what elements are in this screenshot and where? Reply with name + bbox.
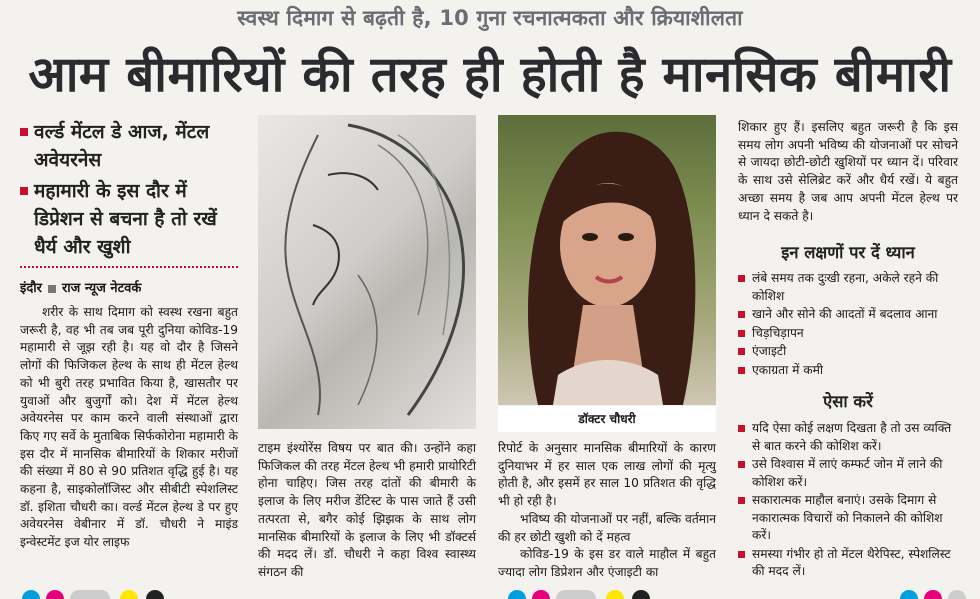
list-item [738,420,958,455]
square-bullet-icon [738,275,745,282]
list-item-text: एकाग्रता में कमी [752,362,824,377]
list-item-text: खाने और सोने की आदतों में बदलाव आना [752,307,938,321]
doctor-photo [498,115,716,405]
gray-mark-icon [556,590,596,599]
symptoms-heading: इन लक्षणों पर दें ध्यान [781,243,915,262]
black-mark-icon [146,590,164,599]
portrait-drawing [498,115,716,405]
square-bullet-icon [738,367,745,374]
list-item-text: यदि ऐसा कोई लक्षण दिखता है तो उस व्यक्ति से बात करने की कोशिश करें। [752,421,952,453]
cyan-mark-icon [508,590,526,599]
square-bullet-icon [738,551,745,558]
square-bullet-icon [738,348,745,355]
article-paragraph: कोविड-19 के इस डर वाले माहौल में बहुत ज्यादा लोग डिप्रेशन और एंजाइटी का [498,547,716,579]
highlight-text: महामारी के इस दौर में डिप्रेशन से बचना है तो रखें धैर्य और खुशी [34,180,217,258]
highlight-text: वर्ल्ड मेंटल डे आज, मेंटल अवेयरनेस [34,121,210,171]
article-paragraph: शरीर के साथ दिमाग को स्वस्थ रखना बहुत जरूरी है, वह भी तब जब पूरी दुनिया कोविड-19 महामारी से जूझ रही है। यह वो दौर है जिसने लोगों की फिजिकल हेल्थ के साथ ही मेंटल हेल्थ को भी बुरी तरह प्रभावित किया है, खासतौर पर युवाओं और बुजुर्गों को। देश में मेंटल हेल्थ अवेयरनेस पर काम करने वाली संस्थाओं द्वारा किए गए सर्वे के मुताबिक सिर्फकोरोना महामारी के इस दौर में मानसिक बीमारियों के शिकार मरीजों की संख्या में 80 से 90 प्रतिशत वृद्धि हुई है। यह कहना है, साइकोलॉजिस्ट और सीबीटी स्पेशलिस्ट डॉ. इशिता चौधरी का। वर्ल्ड मेंटल हेल्थ डे पर हुए अवेयरनेस वेबीनार में डॉ. चौधरी ने माइंड इन्वेस्टमेंट इज योर लाइफ [20,305,238,550]
sketch-drawing [258,115,476,429]
dateline-city: इंदौर [20,281,42,296]
article-paragraph: टाइम इंश्योरेंस विषय पर बात की। उन्होंने कहा फिजिकल की तरह मेंटल हेल्थ भी हमारी प्रायोरिटी होना चाहिए। जिस तरह दांतों की बीमारी के इलाज के लिए मरीज डेंटिस्ट के पास जाते हैं उसी तत्परता से, बगैर कोई झिझक के साथ लोग मानसिक बीमारियों के इलाज के लिए भी डॉक्टर्स की मदद लें। डॉ. चौधरी ने कहा विश्व स्वास्थ्य संगठन की [258,441,476,579]
todo-list [738,420,958,582]
article-column-2 [258,440,476,582]
magenta-mark-icon [924,590,942,599]
list-item [738,362,958,380]
highlight-item [20,177,240,261]
magenta-mark-icon [46,590,64,599]
list-item-text: सकारात्मक माहौल बनाएं। उसके दिमाग से नकारात्मक विचारों को निकालने की कोशिश करें। [752,493,943,542]
photo-caption: डॉक्टर चौधरी [498,406,716,432]
yellow-mark-icon [606,590,624,599]
list-item-text: समस्या गंभीर हो तो मेंटल थैरेपिस्ट, स्पेशलिस्ट की मदद लें। [752,546,951,578]
list-item [738,546,958,581]
list-item [738,306,958,324]
highlights-box [20,118,240,264]
article-column-1 [20,304,238,552]
article-column-3 [498,440,716,582]
magenta-mark-icon [532,590,550,599]
cyan-mark-icon [22,590,40,599]
black-mark-icon [632,590,650,599]
list-item [738,325,958,343]
square-bullet-icon [738,461,745,468]
article-column-4 [738,119,958,225]
list-item [738,343,958,361]
square-bullet-icon [738,330,745,337]
square-bullet-icon [20,128,28,136]
gray-mark-icon [70,590,110,599]
main-headline: आम बीमारियों की तरह ही होती है मानसिक बीमारी [28,46,952,103]
adjacent-page-edge [966,115,980,585]
list-item [738,270,958,305]
article-paragraph: शिकार हुए हैं। इसलिए बहुत जरूरी है कि इस समय लोग अपनी भविष्य की योजनाओं पर सोचने से जायदा छोटी-छोटी खुशियों पर ध्यान दें। परिवार के साथ उसे सेलिब्रेट करें और धैर्य रखें। ये बहुत अच्छा समय है जब आप अपनी मेंटल हेल्थ पर ध्यान दे सकते है। [738,120,958,223]
square-bullet-icon [738,311,745,318]
kicker-headline: स्वस्थ दिमाग से बढ़ती है, 10 गुना रचनात्मकता और क्रियाशीलता [237,6,743,30]
cyan-mark-icon [900,590,918,599]
square-bullet-icon [738,425,745,432]
article-paragraph: रिपोर्ट के अनुसार मानसिक बीमारियों के कारण दुनियाभर में हर साल एक लाख लोगों की मृत्यु होती है, और इसमें हर साल 10 प्रतिशत की वृद्धि भी हो रही है। [498,441,716,509]
highlight-item [20,118,240,174]
list-item [738,492,958,545]
square-bullet-icon [20,187,28,195]
symptoms-list [738,270,958,380]
todo-heading: ऐसा करें [823,392,873,411]
list-item-text: उसे विश्वास में लाएं कम्फर्ट जोन में लाने की कोशिश करें। [752,457,943,489]
square-separator-icon [48,285,56,293]
list-item-text: एंजाइटी [752,344,787,358]
sketch-illustration [258,115,476,429]
list-item-text: चिड़चिड़ापन [752,325,804,340]
gray-mark-icon [948,590,966,599]
dateline-bureau: राज न्यूज नेटवर्क [61,281,142,296]
square-bullet-icon [738,497,745,504]
yellow-mark-icon [120,590,138,599]
dateline [20,278,141,296]
dotted-divider [20,266,238,268]
list-item-text: लंबे समय तक दुःखी रहना, अकेले रहने की कोशिश [752,271,939,303]
article-subheading: भविष्य की योजनाओं पर नहीं, बल्कि वर्तमान की हर छोटी खुशी को दें महत्व [498,511,716,544]
list-item [738,456,958,491]
